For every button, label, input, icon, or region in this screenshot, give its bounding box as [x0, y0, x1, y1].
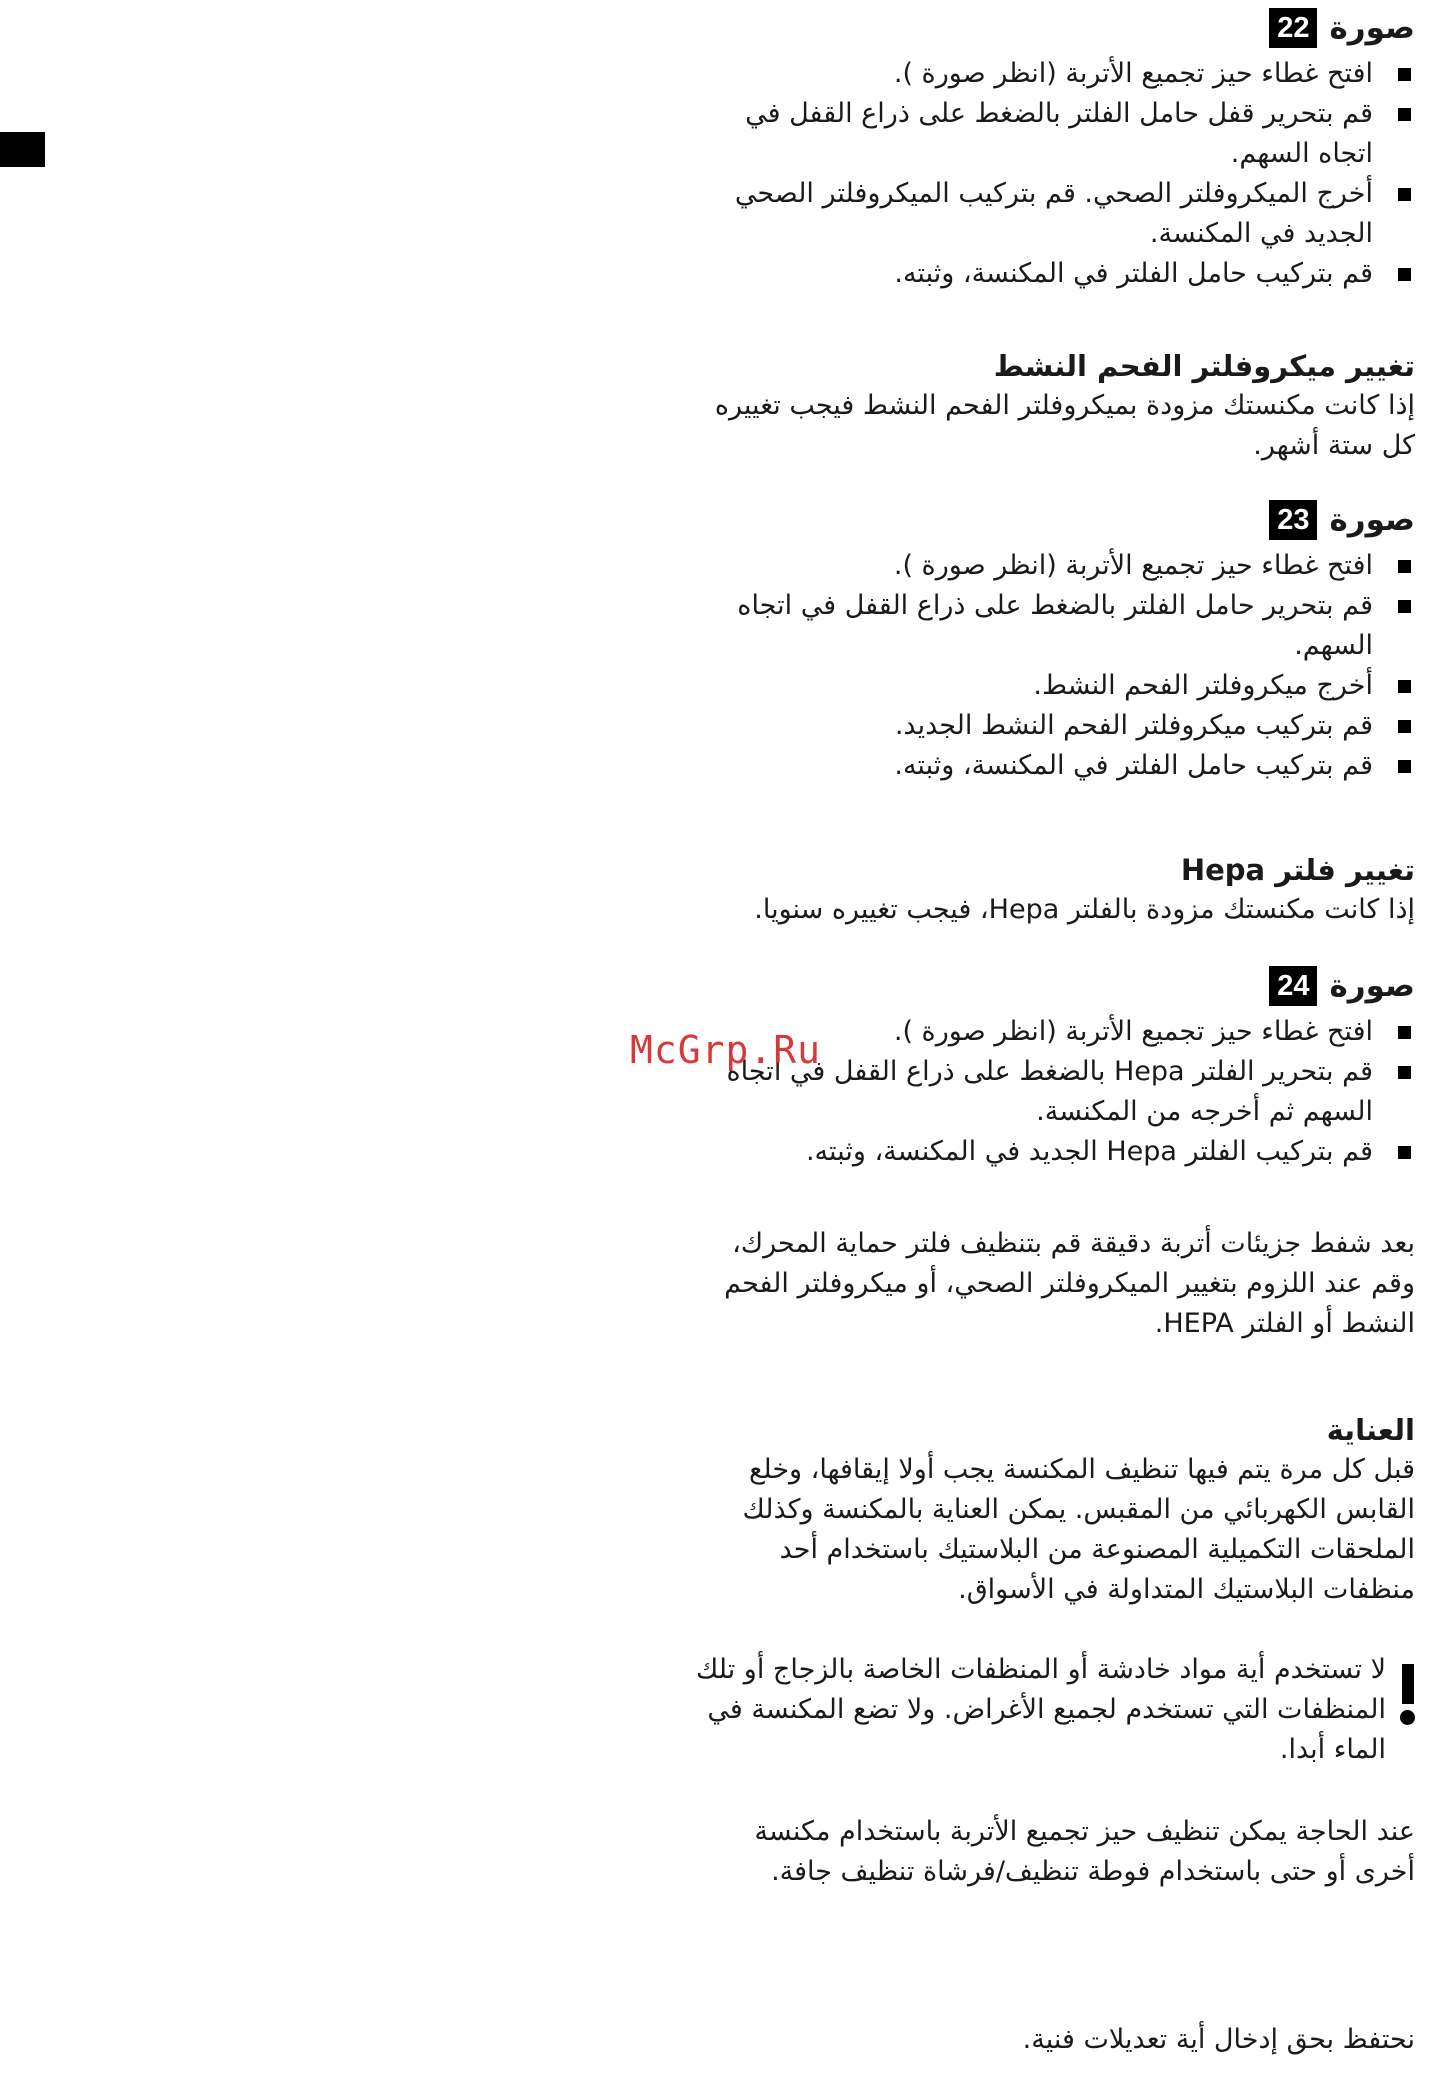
step-item: أخرج الميكروفلتر الصحي. قم بتركيب الميكروفلتر الصحي الجديد في المكنسة. [690, 174, 1415, 254]
step-item: قم بتحرير قفل حامل الفلتر بالضغط على ذراع القفل في اتجاه السهم. [690, 94, 1415, 174]
section-title: تغيير فلتر Hepa [1180, 853, 1415, 887]
figure-23-section [690, 500, 1415, 786]
warning-text: لا تستخدم أية مواد خادشة أو المنظفات الخاصة بالزجاج أو تلك المنظفات التي تستخدم لجميع الأغراض. ولا تضع المكنسة في الماء أبدا. [696, 1654, 1386, 1765]
fine-dust-note [690, 1224, 1415, 1344]
figure-number-badge: 23 [1269, 500, 1317, 540]
hepa-section [690, 850, 1415, 930]
section-text: إذا كانت مكنستك مزودة بالفلتر Hepa، فيجب تغييره سنويا. [754, 894, 1415, 925]
section-text: قبل كل مرة يتم فيها تنظيف المكنسة يجب أولا إيقافها، وخلع القابس الكهربائي من المقبس. يمكن العناية بالمكنسة وكذلك الملحقات التكميلية المصنوعة من البلاستيك باستخدام أحد منظفات البلاستيك المتداولة في الأسواق. [742, 1454, 1415, 1605]
carbon-filter-section [690, 346, 1415, 466]
step-item: افتح غطاء حيز تجميع الأتربة (انظر صورة ). [690, 546, 1415, 586]
paragraph: بعد شفط جزيئات أتربة دقيقة قم بتنظيف فلتر حماية المحرك، وقم عند اللزوم بتغيير الميكروفلتر الصحي، أو ميكروفلتر الفحم النشط أو الفلتر HEPA. [724, 1228, 1415, 1339]
warning-note [690, 1650, 1415, 1770]
page-edge-tab [0, 132, 45, 167]
figure-23-steps [690, 546, 1415, 786]
figure-label: صورة [1329, 968, 1415, 1004]
figure-23-heading [690, 500, 1415, 540]
step-item: قم بتركيب ميكروفلتر الفحم النشط الجديد. [690, 706, 1415, 746]
figure-22-heading [690, 8, 1415, 48]
step-item: قم بتركيب حامل الفلتر في المكنسة، وثبته. [690, 746, 1415, 786]
step-item: افتح غطاء حيز تجميع الأتربة (انظر صورة ). [690, 54, 1415, 94]
section-title: تغيير ميكروفلتر الفحم النشط [993, 349, 1415, 383]
exclamation-icon [1400, 1650, 1415, 1770]
figure-22-steps [690, 54, 1415, 294]
step-item: افتح غطاء حيز تجميع الأتربة (انظر صورة ). [690, 1012, 1415, 1052]
dust-compartment-note [690, 1812, 1415, 1892]
figure-label: صورة [1329, 502, 1415, 538]
figure-22-section [690, 8, 1415, 294]
figure-number-badge: 22 [1269, 8, 1317, 48]
step-item: قم بتركيب حامل الفلتر في المكنسة، وثبته. [690, 254, 1415, 294]
figure-24-heading [690, 966, 1415, 1006]
paragraph: عند الحاجة يمكن تنظيف حيز تجميع الأتربة باستخدام مكنسة أخرى أو حتى باستخدام فوطة تنظيف/فرشاة تنظيف جافة. [754, 1816, 1415, 1887]
section-text: إذا كانت مكنستك مزودة بميكروفلتر الفحم النشط فيجب تغييره كل ستة أشهر. [714, 390, 1415, 461]
figure-label: صورة [1329, 10, 1415, 46]
step-item: قم بتركيب الفلتر Hepa الجديد في المكنسة، وثبته. [690, 1132, 1415, 1172]
step-item: أخرج ميكروفلتر الفحم النشط. [690, 666, 1415, 706]
figure-number-badge: 24 [1269, 966, 1317, 1006]
section-title: العناية [1326, 1413, 1415, 1447]
care-section [690, 1410, 1415, 1610]
step-item: قم بتحرير حامل الفلتر بالضغط على ذراع القفل في اتجاه السهم. [690, 586, 1415, 666]
footer-note: نحتفظ بحق إدخال أية تعديلات فنية. [1022, 2024, 1415, 2055]
watermark-text: McGrp.Ru [630, 1028, 822, 1072]
step-item: قم بتحرير الفلتر Hepa بالضغط على ذراع القفل في اتجاه السهم ثم أخرجه من المكنسة. [690, 1052, 1415, 1132]
